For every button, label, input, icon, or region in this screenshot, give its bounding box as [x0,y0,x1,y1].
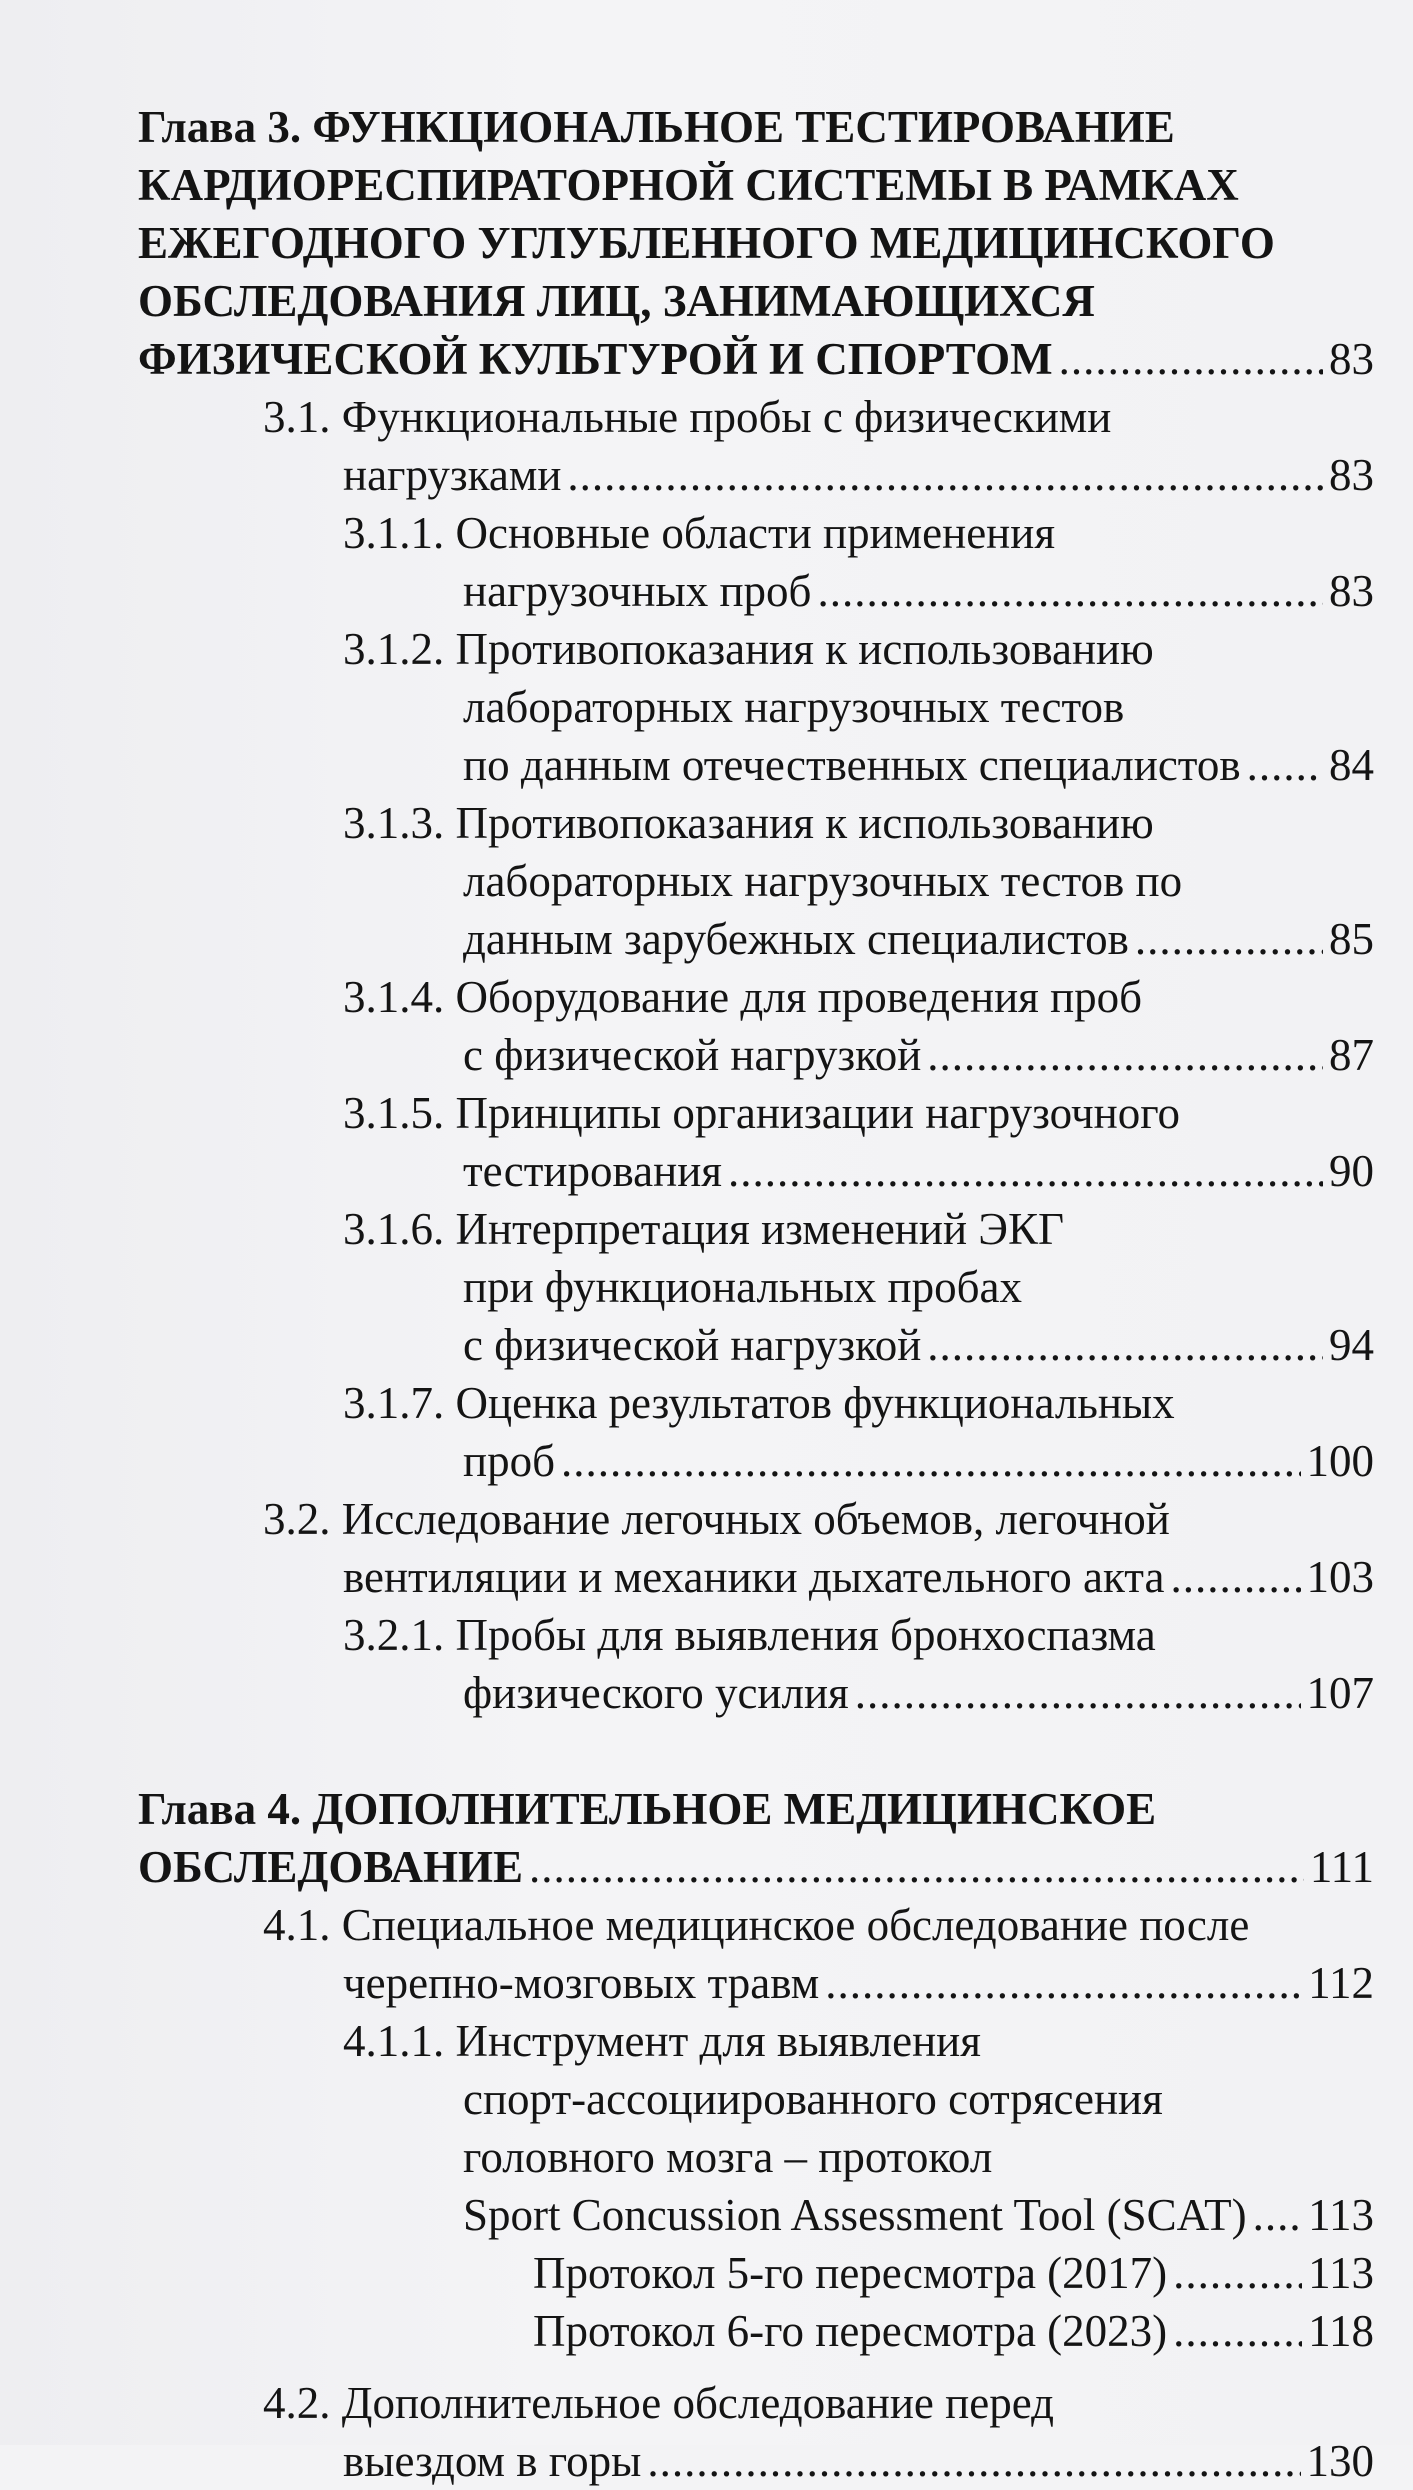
toc-entry-protocol-5 [138,2244,1374,2302]
entry-leader [343,1432,1374,1490]
chapter-title-leader [138,1838,1374,1896]
entry-line: нагрузками [343,450,562,500]
entry-line: головного мозга – протокол [463,2132,993,2182]
entry-leader [343,1664,1374,1722]
dot-leader [1173,2302,1302,2360]
chapter-title-line: ОБСЛЕДОВАНИЯ ЛИЦ, ЗАНИМАЮЩИХСЯ [138,276,1095,326]
dot-leader [1059,330,1323,388]
page-number: 113 [1308,2248,1374,2298]
page-number: 100 [1306,1436,1374,1486]
entry-leader [343,736,1374,794]
dot-leader [817,562,1323,620]
entry-line: 3.1.1. Основные области применения [343,508,1056,558]
page-number: 118 [1308,2306,1374,2356]
page-number: 83 [1329,566,1374,616]
toc-entry-3-1-4 [138,968,1374,1084]
toc-entry-protocol-6 [138,2302,1374,2360]
dot-leader [561,1432,1301,1490]
entry-leader [343,2186,1374,2244]
chapter-title-line: ОБСЛЕДОВАНИЕ [138,1842,524,1892]
dot-leader [529,1838,1304,1896]
dot-leader [1247,736,1323,794]
entry-leader [533,2244,1374,2302]
toc-entry-3-1-2 [138,620,1374,794]
entry-leader [343,1142,1374,1200]
entry-line: 3.1. Функциональные пробы с физическими [263,392,1112,442]
entry-line: вентиляции и механики дыхательного акта [343,1552,1165,1602]
page-number: 107 [1306,1668,1374,1718]
entry-line: 3.2.1. Пробы для выявления бронхоспазма [343,1610,1156,1660]
chapter-title-line: КАРДИОРЕСПИРАТОРНОЙ СИСТЕМЫ В РАМКАХ [138,160,1239,210]
dot-leader [855,1664,1301,1722]
chapter-title-leader [138,330,1374,388]
toc-entry-3-1-7 [138,1374,1374,1490]
entry-line: черепно-мозговых травм [343,1958,820,2008]
toc-entry-3-2 [138,1490,1374,1606]
entry-line: 3.1.3. Противопоказания к использованию [343,798,1154,848]
chapter-title-line: ФИЗИЧЕСКОЙ КУЛЬТУРОЙ И СПОРТОМ [138,334,1053,384]
toc-entry-3-1-5 [138,1084,1374,1200]
entry-line: нагрузочных проб [463,566,812,616]
entry-line: лабораторных нагрузочных тестов [463,682,1125,732]
entry-line: выездом в горы [343,2436,642,2486]
dot-leader [647,2432,1300,2490]
entry-line: 4.2. Дополнительное обследование перед [263,2378,1054,2428]
chapter-title-line: Глава 4. ДОПОЛНИТЕЛЬНОЕ МЕДИЦИНСКОЕ [138,1784,1157,1834]
page-number: 83 [1329,334,1374,384]
entry-line: 3.1.6. Интерпретация изменений ЭКГ [343,1204,1065,1254]
entry-line: спорт-ассоциированного сотрясения [463,2074,1163,2124]
page-number: 112 [1308,1958,1374,2008]
toc-entry-3-1-1 [138,504,1374,620]
entry-line: при функциональных пробах [463,1262,1023,1312]
chapter-title-line: Глава 3. ФУНКЦИОНАЛЬНОЕ ТЕСТИРОВАНИЕ [138,102,1175,152]
page-number: 94 [1329,1320,1374,1370]
page-number: 113 [1308,2190,1374,2240]
chapter-3-heading [138,98,1374,388]
dot-leader [1253,2186,1303,2244]
page-number: 85 [1329,914,1374,964]
entry-leader [263,446,1374,504]
entry-line: 3.1.4. Оборудование для проведения проб [343,972,1143,1022]
entry-line: 3.1.7. Оценка результатов функциональных [343,1378,1175,1428]
entry-line: с физической нагрузкой [463,1030,922,1080]
dot-leader [927,1026,1323,1084]
entry-line: с физической нагрузкой [463,1320,922,1370]
entry-leader [533,2302,1374,2360]
entry-line: Sport Concussion Assessment Tool (SCAT) [463,2190,1247,2240]
dot-leader [728,1142,1323,1200]
dot-leader [927,1316,1323,1374]
dot-leader [1170,1548,1300,1606]
entry-line: 3.1.2. Противопоказания к использованию [343,624,1154,674]
entry-line: Протокол 5-го пересмотра (2017) [533,2248,1168,2298]
toc-entry-3-1-6 [138,1200,1374,1374]
entry-line: данным зарубежных специалистов [463,914,1129,964]
page-number: 90 [1329,1146,1374,1196]
entry-line: по данным отечественных специалистов [463,740,1241,790]
dot-leader [567,446,1323,504]
entry-line: 3.1.5. Принципы организации нагрузочного [343,1088,1181,1138]
entry-line: 4.1. Специальное медицинское обследование после [263,1900,1250,1950]
entry-leader [263,1954,1374,2012]
entry-leader [343,562,1374,620]
page-number: 83 [1329,450,1374,500]
entry-leader [263,2432,1374,2490]
toc-entry-3-2-1 [138,1606,1374,1722]
page-number: 130 [1306,2436,1374,2486]
chapter-title-line: ЕЖЕГОДНОГО УГЛУБЛЕННОГО МЕДИЦИНСКОГО [138,218,1275,268]
toc-entry-4-1-1 [138,2012,1374,2244]
page-number: 111 [1309,1842,1374,1892]
page-number: 84 [1329,740,1374,790]
entry-line: Протокол 6-го пересмотра (2023) [533,2306,1168,2356]
dot-leader [1173,2244,1302,2302]
dot-leader [825,1954,1302,2012]
page-number: 103 [1306,1552,1374,1602]
table-of-contents [138,98,1374,2490]
spacer [138,1722,1374,1780]
entry-line: проб [463,1436,555,1486]
toc-entry-3-1 [138,388,1374,504]
entry-line: 4.1.1. Инструмент для выявления [343,2016,981,2066]
chapter-4-heading [138,1780,1374,1896]
entry-leader [343,910,1374,968]
entry-line: лабораторных нагрузочных тестов по [463,856,1183,906]
entry-line: физического усилия [463,1668,849,1718]
entry-leader [343,1316,1374,1374]
page-number: 87 [1329,1030,1374,1080]
toc-entry-4-2 [138,2374,1374,2490]
entry-leader [263,1548,1374,1606]
entry-line: тестирования [463,1146,722,1196]
entry-line: 3.2. Исследование легочных объемов, легочной [263,1494,1170,1544]
entry-leader [343,1026,1374,1084]
dot-leader [1135,910,1323,968]
toc-entry-3-1-3 [138,794,1374,968]
toc-entry-4-1 [138,1896,1374,2012]
